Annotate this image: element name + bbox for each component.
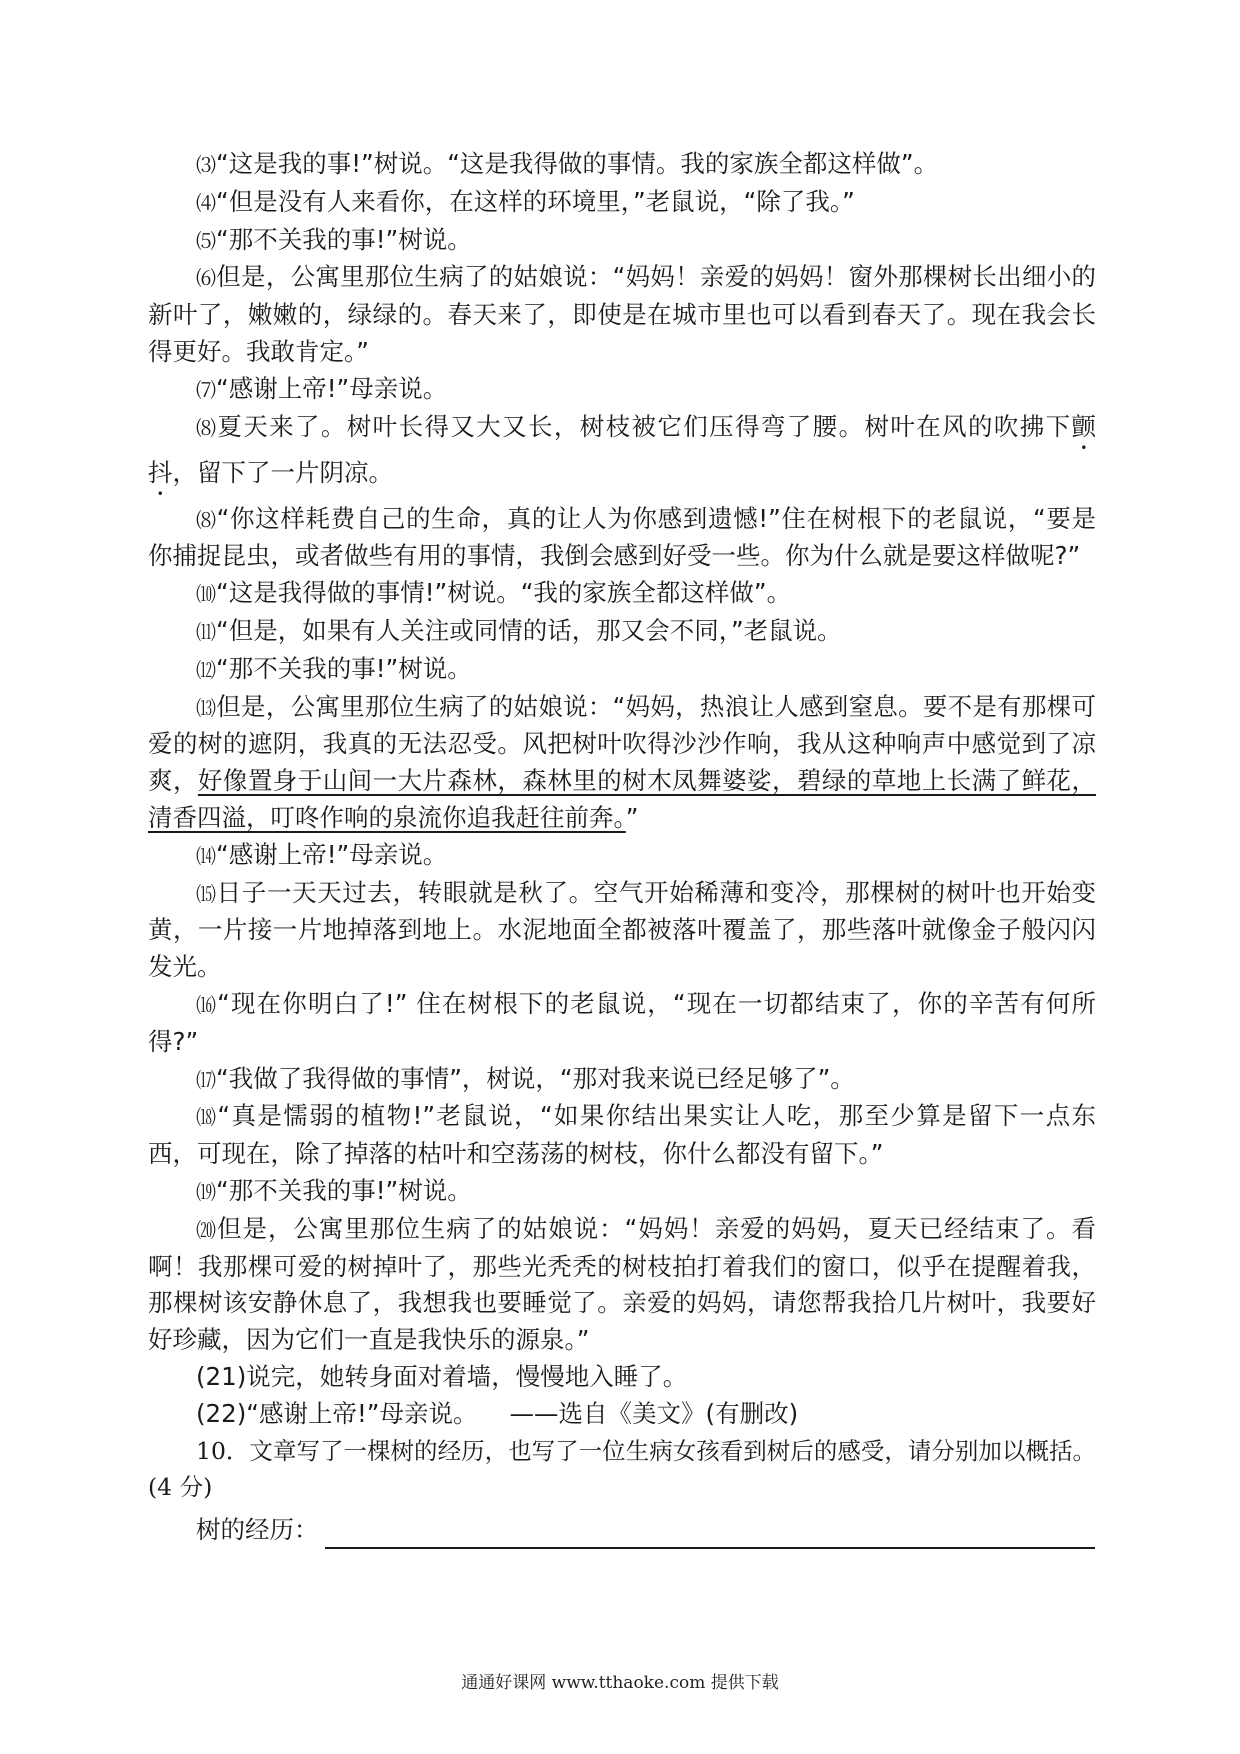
- paragraph-text: “我做了我得做的事情”，树说，“那对我来说已经足够了”。: [216, 1063, 855, 1093]
- paragraph-number: ⑶: [196, 153, 216, 177]
- paragraph-text-end: ，留下了一片阴凉。: [172, 457, 393, 487]
- paragraph-19: [148, 1173, 1096, 1211]
- paragraph-text: 日子一天天过去，转眼就是秋了。空气开始稀薄和变冷，那棵树的树叶也开始变黄，一片接一片地掉落到地上。水泥地面全都被落叶覆盖了，那些落叶就像金子般闪闪发光。: [148, 877, 1097, 982]
- answer-label: 树的经历：: [196, 1515, 319, 1545]
- paragraph-number: ⒅: [196, 1105, 218, 1130]
- question-10: [148, 1433, 1096, 1507]
- paragraph-15: [148, 875, 1096, 986]
- paragraph-number: ⒂: [196, 881, 217, 906]
- paragraph-text: “这是我得做的事情!”树说。“我的家族全都这样做”。: [216, 578, 792, 608]
- paragraph-6: [148, 259, 1096, 370]
- paragraph-8b: [148, 501, 1096, 576]
- paragraph-text: “这是我的事!”树说。“这是我得做的事情。我的家族全都这样做”。: [216, 149, 939, 178]
- paragraph-8a: [148, 409, 1096, 501]
- paragraph-number: ⑻: [196, 507, 217, 532]
- paragraph-5: [148, 222, 1096, 260]
- paragraph-text: “感谢上帝!”母亲说。: [216, 839, 448, 869]
- paragraph-3: [148, 146, 1096, 184]
- paragraph-number: ⑷: [196, 190, 216, 215]
- paragraph-text: “那不关我的事!”树说。: [216, 224, 472, 254]
- paragraph-number: ⒄: [196, 1067, 216, 1092]
- paragraph-number: ⒀: [196, 695, 217, 720]
- paragraph-text: “但是，如果有人关注或同情的话，那又会不同，”老鼠说。: [216, 615, 842, 645]
- paragraph-text: “那不关我的事!”树说。: [216, 653, 472, 683]
- source-citation: ——选自《美文》(有删改): [509, 1398, 799, 1428]
- paragraph-text: 夏天来了。树叶长得又大又长，树枝被它们压得弯了腰。树叶在风的吹拂下: [217, 411, 1072, 441]
- answer-blank-line[interactable]: [325, 1517, 1095, 1549]
- paragraph-text: 但是，公寓里那位生病了的姑娘说：“妈妈！亲爱的妈妈！窗外那棵树长出细小的新叶了，嫩嫩的，绿绿的。春天来了，即使是在城市里也可以看到春天了。现在我会长得更好。我敢肯定。”: [148, 262, 1096, 366]
- paragraph-number: ⑸: [196, 228, 216, 253]
- paragraph-text: 但是，公寓里那位生病了的姑娘说：“妈妈，热浪让人感到窒息。要不是有那棵可爱的树的遮阴，我真的无法忍受。风把树叶吹得沙沙作响，我从这种响声中感觉到了凉爽，: [148, 691, 1096, 796]
- paragraph-number: ⑾: [196, 619, 216, 644]
- answer-row: [148, 1512, 1096, 1549]
- paragraph-text: “真是懦弱的植物!”老鼠说，“如果你结出果实让人吃，那至少算是留下一点东西，可现在，除了掉落的枯叶和空荡荡的树枝，你什么都没有留下。”: [148, 1101, 1096, 1169]
- paragraph-text: “感谢上帝!”母亲说。: [216, 373, 448, 403]
- paragraph-text: “那不关我的事!”树说。: [216, 1175, 472, 1205]
- paragraph-text: “感谢上帝!”母亲说。: [246, 1398, 478, 1428]
- paragraph-18: [148, 1098, 1096, 1173]
- paragraph-number: ⑿: [196, 657, 216, 682]
- paragraph-number: ⑹: [196, 266, 217, 291]
- paragraph-21: [148, 1359, 1096, 1396]
- article-body: [148, 146, 1096, 1549]
- paragraph-16: [148, 986, 1096, 1061]
- question-text: 10．文章写了一棵树的经历，也写了一位生病女孩看到树后的感受，请分别加以概括。(4 分): [148, 1436, 1096, 1502]
- paragraph-11: [148, 613, 1096, 651]
- paragraph-number: ⑽: [196, 582, 216, 607]
- paragraph-13: [148, 689, 1096, 837]
- paragraph-text: “但是没有人来看你，在这样的环境里，”老鼠说，“除了我。”: [216, 186, 855, 216]
- paragraph-text: 说完，她转身面对着墙，慢慢地入睡了。: [246, 1361, 688, 1391]
- paragraph-number: (22): [196, 1398, 247, 1428]
- paragraph-text: 但是，公寓里那位生病了的姑娘说：“妈妈！亲爱的妈妈，夏天已经结束了。看啊！我那棵可爱的树掉叶了，那些光秃秃的树枝拍打着我们的窗口，似乎在提醒着我，那棵树该安静休息了，我想我也要睡觉了。亲爱的妈妈，请您帮我拾几片树叶，我要好好珍藏，因为它们一直是我快乐的源泉。”: [148, 1213, 1096, 1355]
- paragraph-7: [148, 371, 1096, 409]
- paragraph-number: ⒃: [196, 992, 218, 1017]
- page-footer: 通通好课网 www.tthaoke.com 提供下载: [461, 1673, 779, 1693]
- paragraph-20: [148, 1211, 1096, 1359]
- paragraph-4: [148, 184, 1096, 222]
- paragraph-text: “现在你明白了!” 住在树根下的老鼠说，“现在一切都结束了，你的辛苦有何所得?”: [148, 988, 1097, 1056]
- paragraph-number: (21): [196, 1361, 247, 1391]
- paragraph-22: [148, 1396, 1096, 1433]
- paragraph-number: ⑻: [196, 415, 218, 440]
- underlined-sentence: 好像置身于山间一大片森林，森林里的树木凤舞婆娑，碧绿的草地上长满了鲜花，清香四溢，叮咚作响的泉流你追我赶往前奔。: [148, 766, 1096, 832]
- paragraph-text: “你这样耗费自己的生命，真的让人为你感到遗憾!”住在树根下的老鼠说，“要是你捕捉昆虫，或者做些有用的事情，我倒会感到好受一些。你为什么就是要这样做呢?”: [148, 503, 1096, 571]
- paragraph-10: [148, 575, 1096, 613]
- paragraph-text-end: ”: [625, 802, 639, 832]
- paragraph-number: ⒆: [196, 1179, 216, 1204]
- paragraph-number: ⒇: [196, 1217, 217, 1242]
- paragraph-14: [148, 837, 1096, 875]
- paragraph-number: ⑺: [196, 377, 216, 402]
- dotted-word: 颤抖: [148, 411, 1097, 487]
- paragraph-12: [148, 651, 1096, 689]
- paragraph-17: [148, 1061, 1096, 1099]
- paragraph-number: ⒁: [196, 843, 216, 868]
